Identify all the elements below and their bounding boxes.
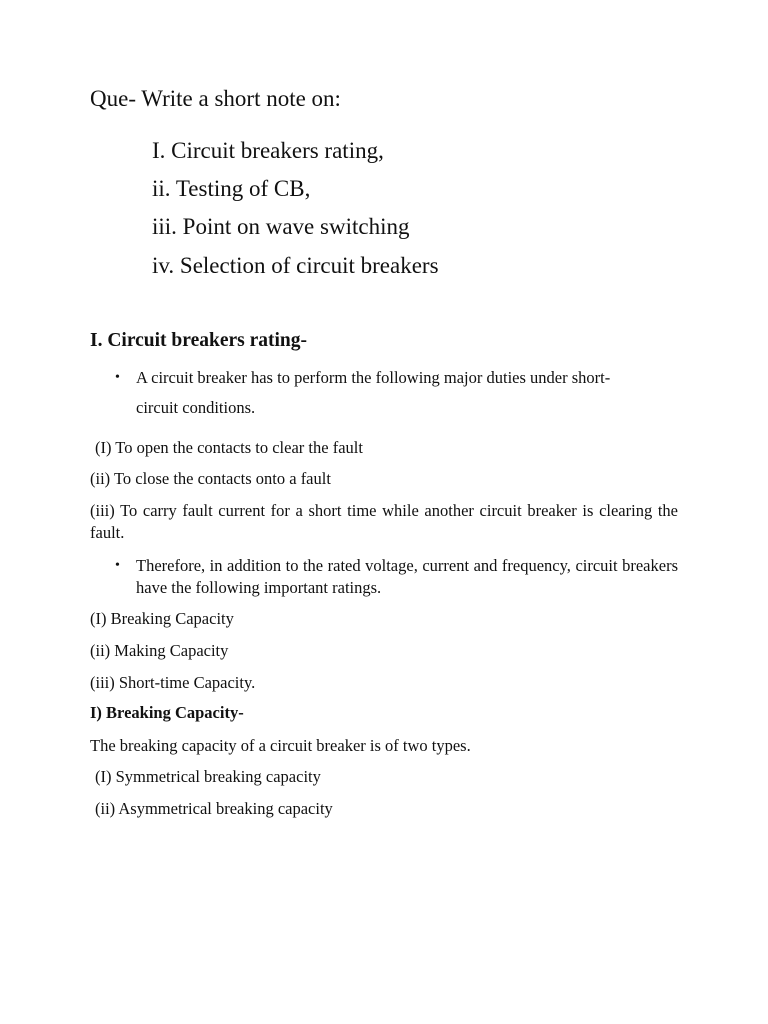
section-heading-circuit-breakers-rating: I. Circuit breakers rating-	[90, 330, 308, 351]
breaking-type-2: (ii) Asymmetrical breaking capacity	[95, 799, 333, 818]
question-item-1: I. Circuit breakers rating,	[152, 138, 384, 163]
question-item-4: iv. Selection of circuit breakers	[152, 253, 439, 278]
question-item-3: iii. Point on wave switching	[152, 214, 410, 239]
bullet-icon: •	[115, 558, 120, 573]
sub-heading-breaking-capacity: I) Breaking Capacity-	[90, 703, 244, 722]
bullet-1-line-2: circuit conditions.	[136, 398, 256, 417]
duty-item-2: (ii) To close the contacts onto a fault	[90, 469, 331, 488]
duty-item-3: (iii) To carry fault current for a short time while another circuit breaker is clearing the fault.	[90, 501, 678, 542]
rating-item-1: (I) Breaking Capacity	[90, 609, 234, 628]
question-heading: Que- Write a short note on:	[90, 86, 341, 111]
bullet-1-line-1: A circuit breaker has to perform the following major duties under short-	[136, 368, 611, 387]
question-item-2: ii. Testing of CB,	[152, 176, 311, 201]
rating-item-2: (ii) Making Capacity	[90, 641, 229, 660]
breaking-type-1: (I) Symmetrical breaking capacity	[95, 767, 321, 786]
breaking-capacity-intro: The breaking capacity of a circuit breaker is of two types.	[90, 736, 471, 755]
rating-item-3: (iii) Short-time Capacity.	[90, 673, 256, 692]
bullet-icon: •	[115, 370, 120, 385]
duty-item-1: (I) To open the contacts to clear the fault	[95, 438, 363, 457]
bullet-2: Therefore, in addition to the rated voltage, current and frequency, circuit breakers have the following important ratings.	[136, 556, 678, 597]
